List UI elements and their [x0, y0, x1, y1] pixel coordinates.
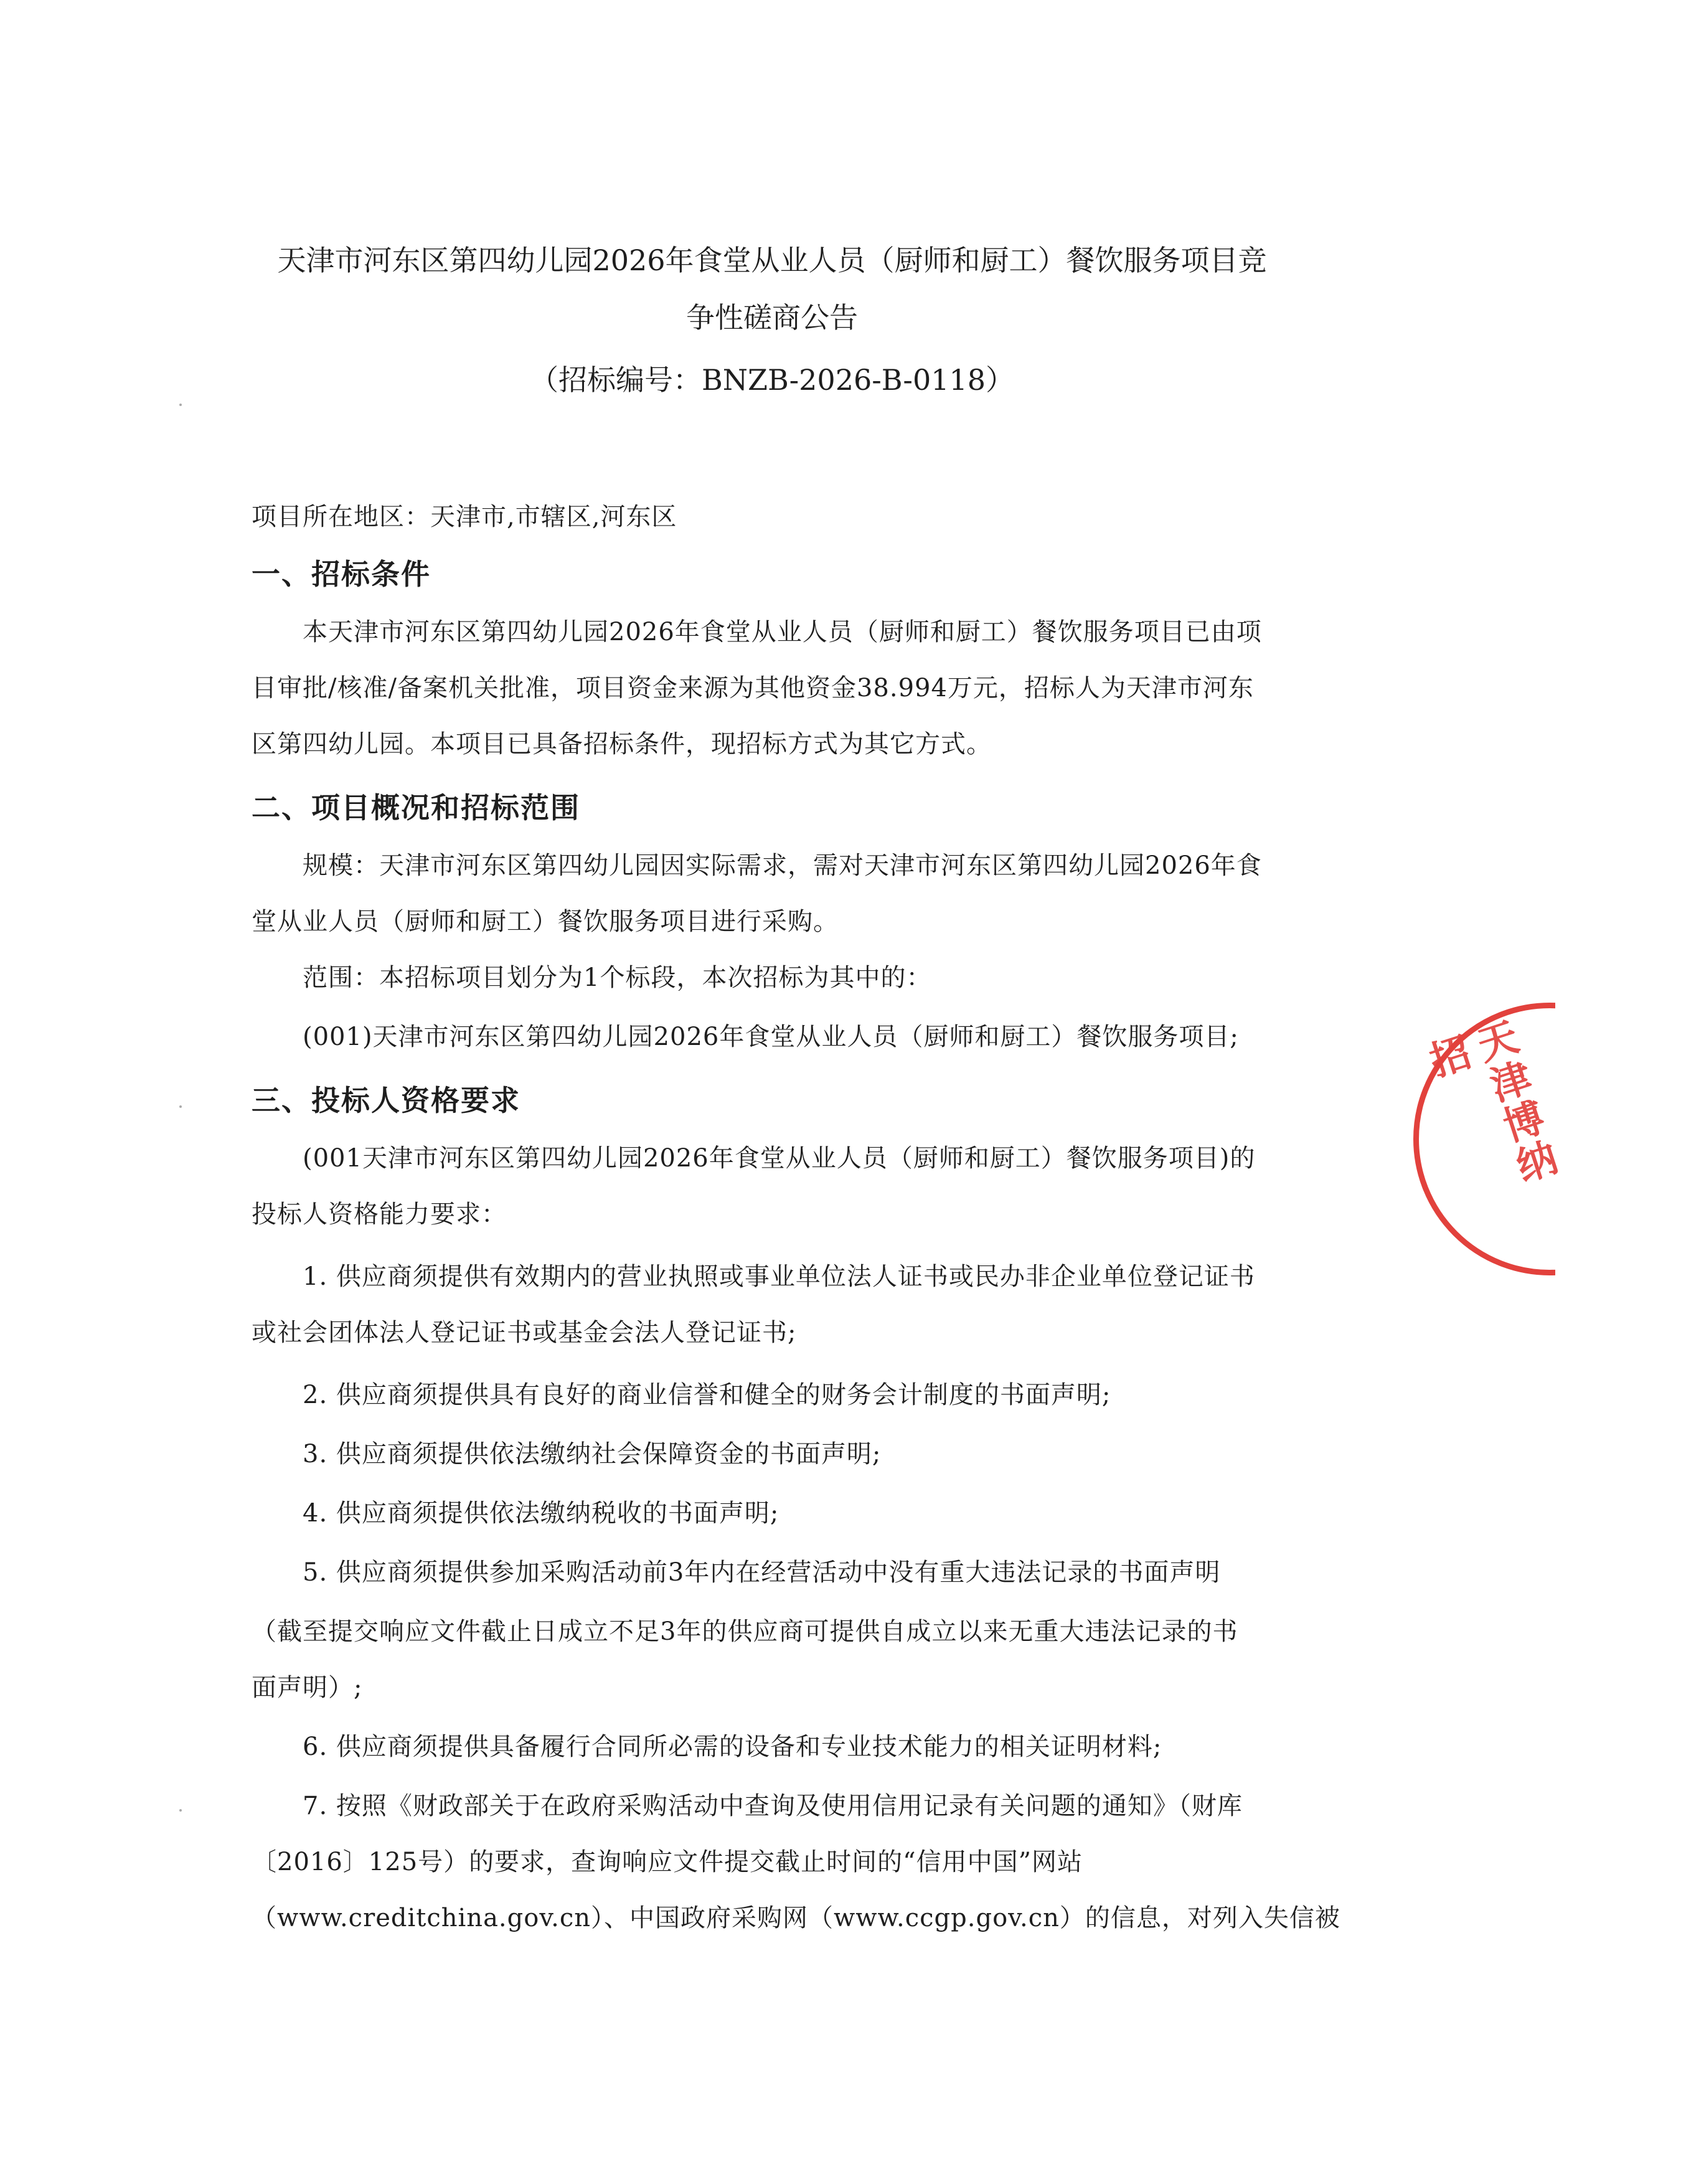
- section-1-line: 区第四幼儿园。本项目已具备招标条件，现招标方式为其它方式。: [252, 730, 992, 759]
- section-2-line: 规模：天津市河东区第四幼儿园因实际需求，需对天津市河东区第四幼儿园2026年食: [303, 851, 1262, 880]
- requirement-item: （截至提交响应文件截止日成立不足3年的供应商可提供自成立以来无重大违法记录的书: [252, 1617, 1238, 1646]
- scan-speck: [179, 1105, 182, 1108]
- section-3-heading: 三、投标人资格要求: [252, 1084, 520, 1117]
- requirement-item: 〔2016〕125号）的要求，查询响应文件提交截止时间的“信用中国”网站: [252, 1848, 1083, 1876]
- requirement-item: 3. 供应商须提供依法缴纳社会保障资金的书面声明;: [303, 1440, 882, 1468]
- section-3-line: (001天津市河东区第四幼儿园2026年食堂从业人员（厨师和厨工）餐饮服务项目)的: [303, 1144, 1256, 1173]
- company-seal-text: 天津博纳招: [1418, 1015, 1562, 1191]
- requirement-item: 7. 按照《财政部关于在政府采购活动中查询及使用信用记录有关问题的通知》（财库: [303, 1792, 1243, 1820]
- section-2-line: 范围：本招标项目划分为1个标段，本次招标为其中的：: [303, 963, 932, 992]
- requirement-item: 5. 供应商须提供参加采购活动前3年内在经营活动中没有重大违法记录的书面声明: [303, 1558, 1221, 1587]
- requirement-item: （www.creditchina.gov.cn）、中国政府采购网（www.ccgp.gov.cn）的信息，对列入失信被: [252, 1904, 1340, 1932]
- requirement-item: 2. 供应商须提供具有良好的商业信誉和健全的财务会计制度的书面声明;: [303, 1381, 1111, 1409]
- section-2-heading: 二、项目概况和招标范围: [252, 791, 580, 825]
- document-title-line-1: 天津市河东区第四幼儿园2026年食堂从业人员（厨师和厨工）餐饮服务项目竞: [277, 243, 1267, 277]
- requirement-item: 6. 供应商须提供具备履行合同所必需的设备和专业技术能力的相关证明材料;: [303, 1733, 1162, 1761]
- requirement-item: 1. 供应商须提供有效期内的营业执照或事业单位法人证书或民办非企业单位登记证书: [303, 1262, 1255, 1291]
- section-1-heading: 一、招标条件: [252, 557, 431, 591]
- section-3-line: 投标人资格能力要求：: [252, 1200, 507, 1229]
- requirement-item: 4. 供应商须提供依法缴纳税收的书面声明;: [303, 1499, 779, 1528]
- requirement-item: 或社会团体法人登记证书或基金会法人登记证书;: [252, 1318, 797, 1347]
- document-title-line-2: 争性磋商公告: [686, 301, 858, 334]
- section-2-line: 堂从业人员（厨师和厨工）餐饮服务项目进行采购。: [252, 907, 839, 936]
- requirement-item: 面声明）;: [252, 1673, 363, 1702]
- section-2-line: (001)天津市河东区第四幼儿园2026年食堂从业人员（厨师和厨工）餐饮服务项目;: [303, 1023, 1239, 1051]
- scan-speck: [179, 1809, 182, 1812]
- project-location: 项目所在地区：天津市,市辖区,河东区: [252, 503, 677, 531]
- scan-speck: [179, 404, 182, 406]
- tender-number: （招标编号：BNZB-2026-B-0118）: [529, 363, 1015, 397]
- section-1-line: 本天津市河东区第四幼儿园2026年食堂从业人员（厨师和厨工）餐饮服务项目已由项: [303, 618, 1262, 646]
- section-1-line: 目审批/核准/备案机关批准，项目资金来源为其他资金38.994万元，招标人为天津市河东: [252, 674, 1254, 702]
